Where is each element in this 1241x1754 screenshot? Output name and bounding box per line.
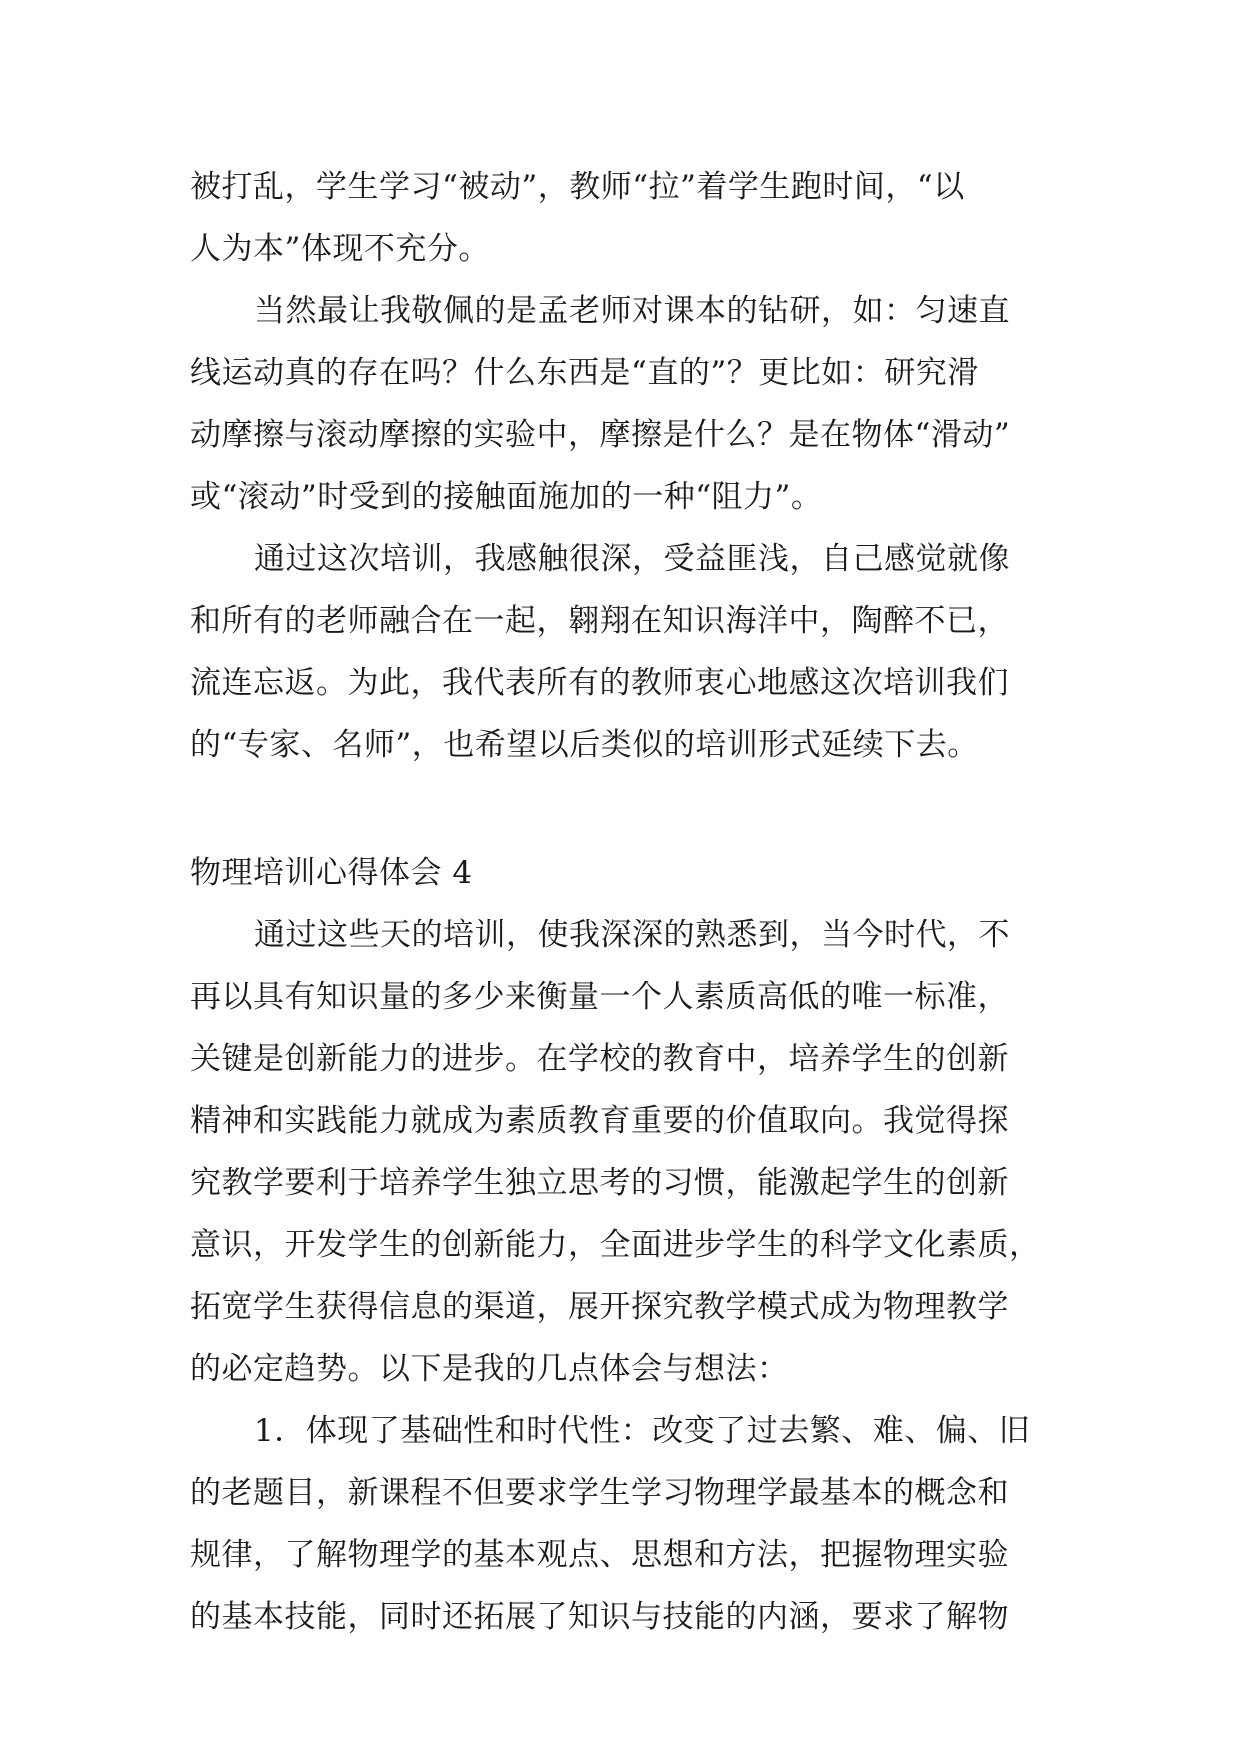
text-line: 再以具有知识量的多少来衡量一个人素质高低的唯一标准， [190,979,1009,1015]
text-line: 和所有的老师融合在一起，翱翔在知识海洋中，陶醉不已， [190,603,1009,639]
text-line: 关键是创新能力的进步。在学校的教育中，培养学生的创新 [190,1041,1009,1077]
text-line: 拓宽学生获得信息的渠道，展开探究教学模式成为物理教学 [190,1289,1009,1325]
text-line: 规律，了解物理学的基本观点、思想和方法，把握物理实验 [190,1537,1009,1573]
text-line: 的基本技能，同时还拓展了知识与技能的内涵，要求了解物 [190,1599,1009,1635]
text-line: 被打乱，学生学习“被动”，教师“拉”着学生跑时间，“以 [190,169,965,205]
text-line: 1．体现了基础性和时代性：改变了过去繁、难、偏、旧 [254,1413,1031,1449]
paragraph-block-2 [190,904,1050,1648]
text-line: 当然最让我敬佩的是孟老师对课本的钻研，如：匀速直 [254,293,1010,329]
text-line: 的老题目，新课程不但要求学生学习物理学最基本的概念和 [190,1475,1009,1511]
section-gap [190,776,1050,842]
text-line: 精神和实践能力就成为素质教育重要的价值取向。我觉得探 [190,1103,1009,1139]
text-line: 的“专家、名师”，也希望以后类似的培训形式延续下去。 [190,727,979,763]
text-line: 动摩擦与滚动摩擦的实验中，摩擦是什么？是在物体“滑动” [190,417,1011,453]
text-line: 或“滚动”时受到的接触面施加的一种“阻力”。 [190,479,823,515]
text-line: 通过这次培训，我感触很深，受益匪浅，自己感觉就像 [254,541,1010,577]
section-title: 物理培训心得体会 4 [190,855,473,891]
paragraph-block-1 [190,156,1050,776]
text-line: 线运动真的存在吗？什么东西是“直的”？更比如：研究滑 [190,355,979,391]
text-line: 究教学要利于培养学生独立思考的习惯，能激起学生的创新 [190,1165,1009,1201]
document-body [190,156,1050,1648]
text-line: 人为本”体现不充分。 [190,231,490,267]
text-line: 意识，开发学生的创新能力，全面进步学生的科学文化素质， [190,1227,1041,1263]
text-line: 通过这些天的培训，使我深深的熟悉到，当今时代，不 [254,917,1010,953]
text-line: 的必定趋势。以下是我的几点体会与想法： [190,1351,789,1387]
text-line: 流连忘返。为此，我代表所有的教师衷心地感这次培训我们 [190,665,1009,701]
